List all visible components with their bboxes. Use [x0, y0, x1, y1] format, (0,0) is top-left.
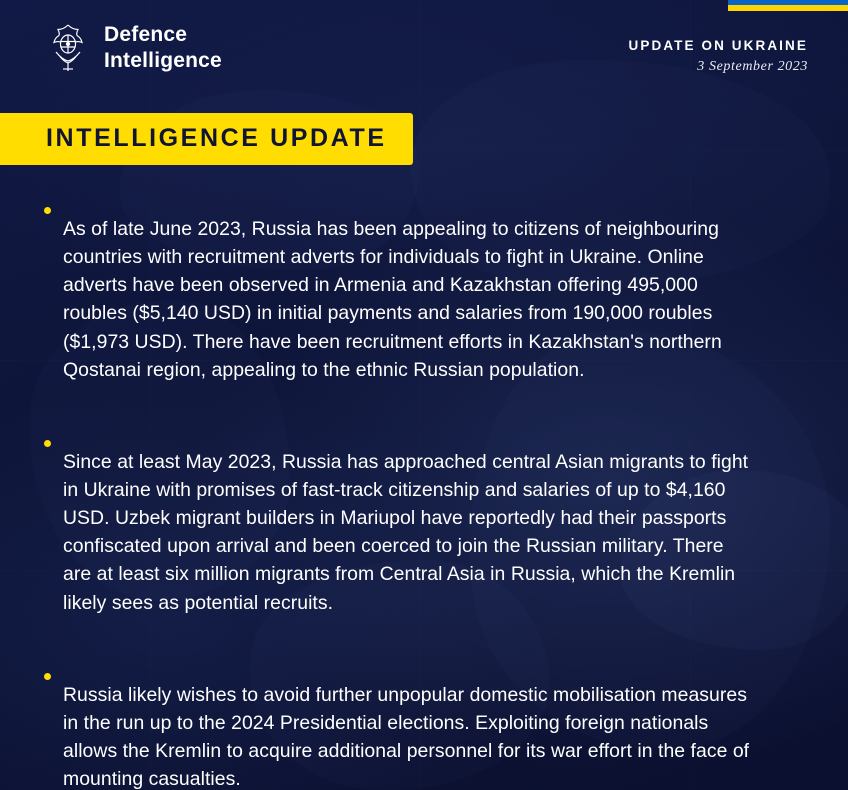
bullet-dot-icon — [44, 673, 51, 680]
banner-label: INTELLIGENCE UPDATE — [46, 124, 387, 152]
bullet-text: Russia likely wishes to avoid further unpopular domestic mobilisation measures in the run up to the 2024 Presidential elections. Exploiting foreign nationals allows the Kremlin to acquire additional personnel for its war effort in the face of mounting casualties. — [63, 684, 750, 790]
list-item — [44, 429, 800, 636]
header — [46, 22, 808, 86]
bullet-dot-icon — [44, 440, 51, 447]
update-kicker: UPDATE ON UKRAINE — [628, 38, 808, 53]
brand-line-2: Intelligence — [104, 49, 222, 72]
bullet-text: Since at least May 2023, Russia has approached central Asian migrants to fight in Ukraine with promises of fast-track citizenship and salaries of up to $4,160 USD. Uzbek migrant builders in Mariupol have reportedly had their passports confiscated upon arrival and been coerced to join the Russian military. There are at least six million migrants from Central Asia in Russia, which the Kremlin likely sees as potential recruits. — [63, 451, 749, 614]
bullet-dot-icon — [44, 207, 51, 214]
defence-intelligence-crest-icon — [46, 22, 90, 74]
list-item — [44, 662, 800, 790]
ukraine-flag-accent — [728, 0, 848, 11]
brand-line-1: Defence — [104, 23, 188, 47]
header-meta — [629, 38, 808, 75]
bullet-list — [44, 196, 800, 790]
bullet-text: As of late June 2023, Russia has been appealing to citizens of neighbouring countries with recruitment adverts for individuals to fight in Ukraine. Online adverts have been observed in Armenia and Kazakhstan offering 495,000 roubles ($5,140 USD) in initial payments and salaries from 190,000 roubles ($1,973 USD). There have been recruitment efforts in Kazakhstan's northern Qostanai region, appealing to the ethnic Russian population. — [63, 218, 722, 381]
intelligence-update-banner — [0, 113, 413, 165]
list-item — [44, 196, 800, 403]
brand-name — [104, 22, 222, 73]
update-date: 3 September 2023 — [697, 59, 808, 74]
